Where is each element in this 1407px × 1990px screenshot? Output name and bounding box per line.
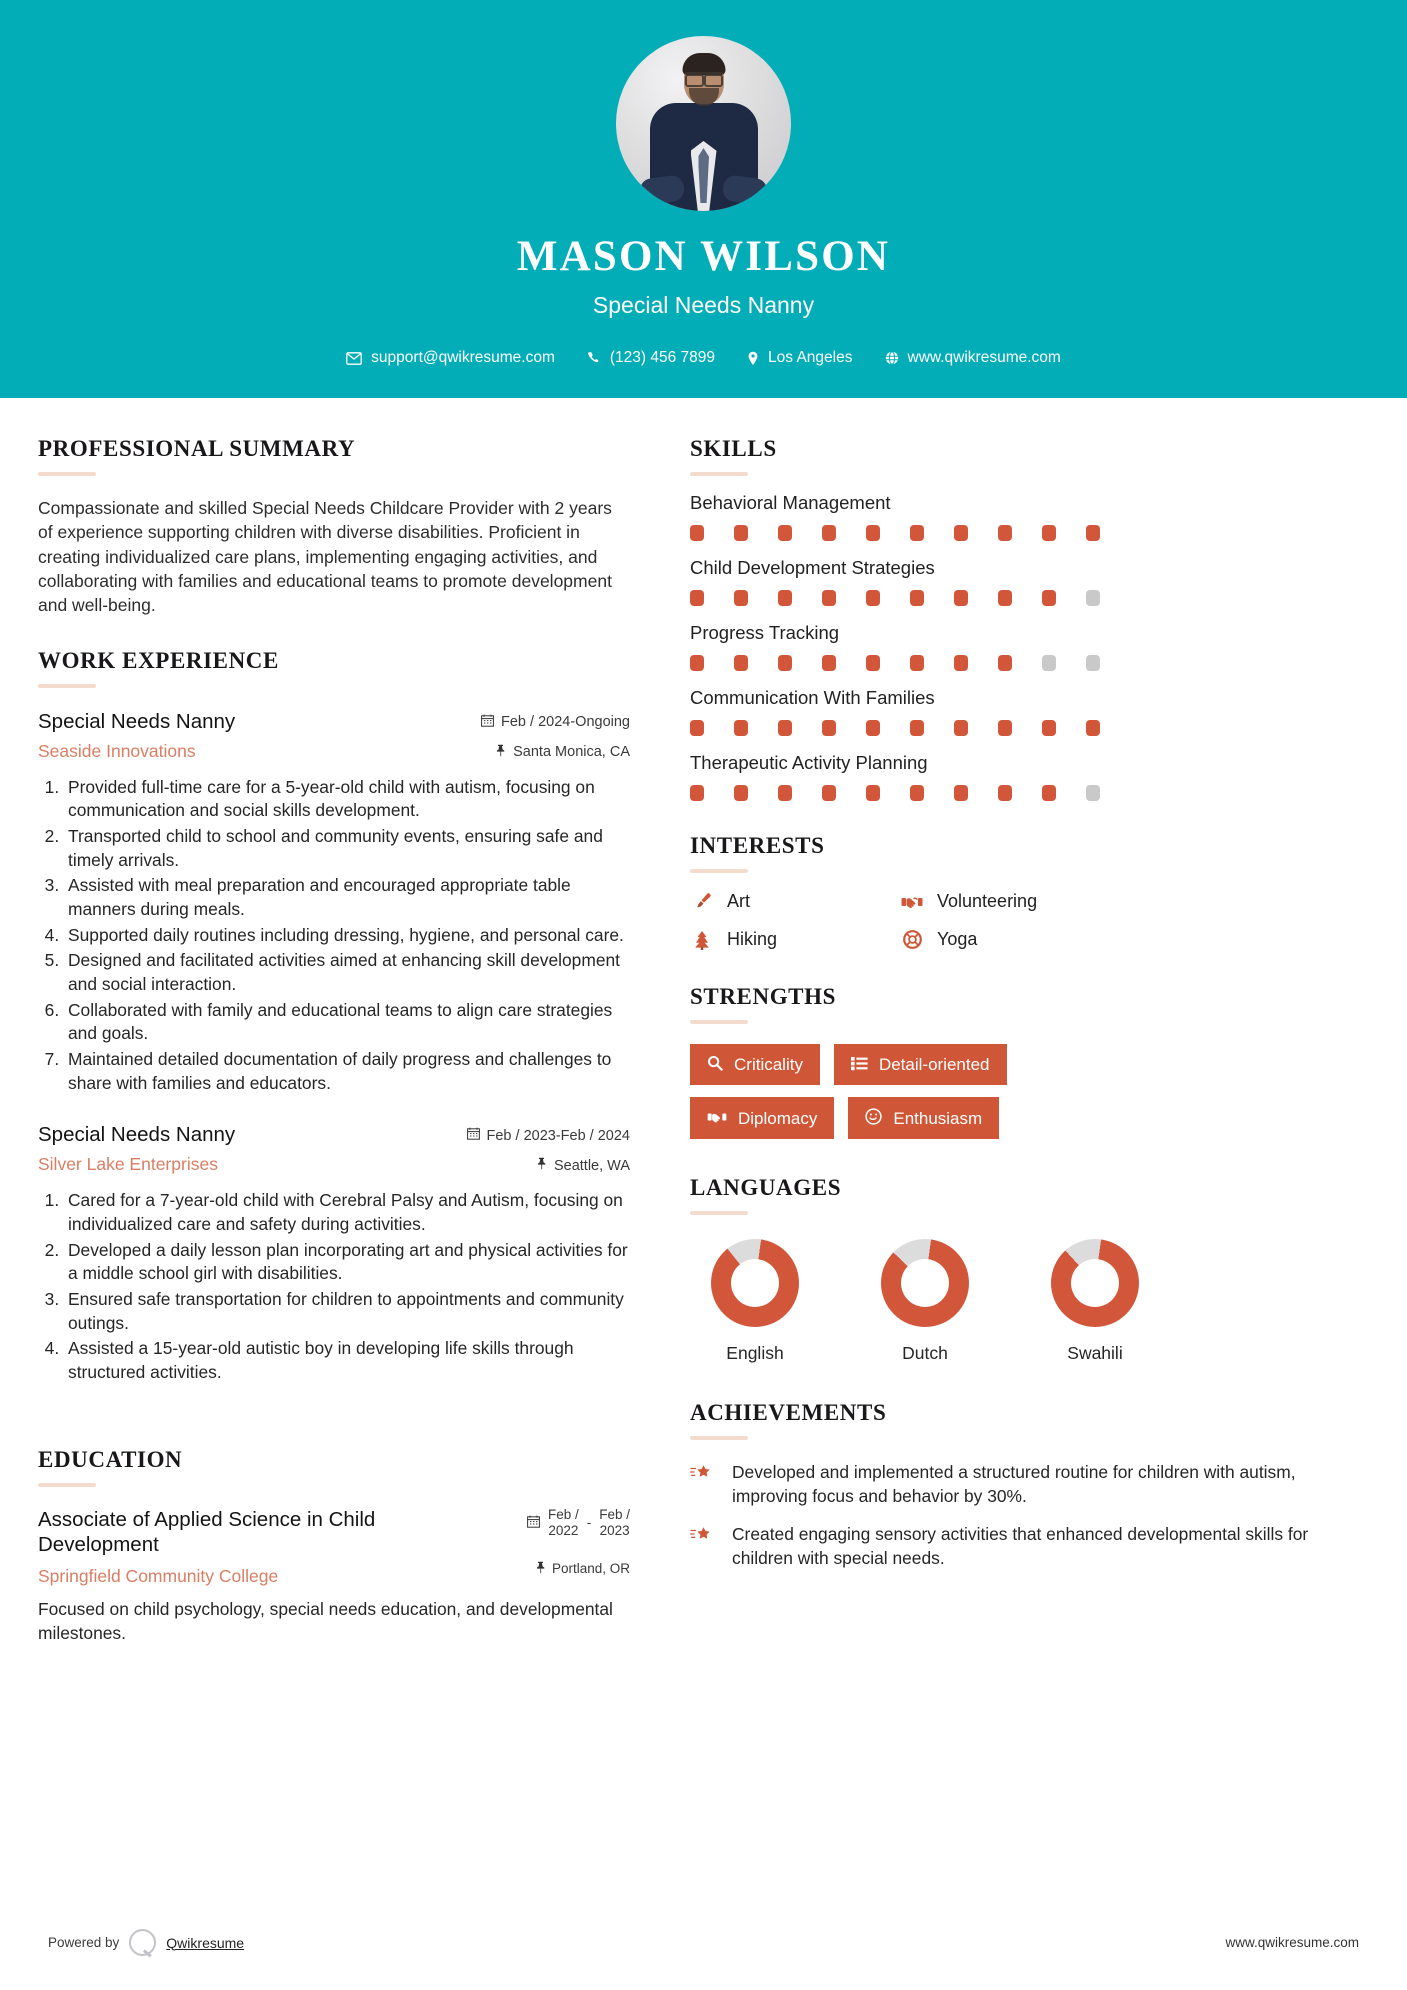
interest-item <box>900 929 1367 950</box>
pin-icon <box>495 744 506 761</box>
skill-rating <box>690 720 1367 736</box>
language-label: Dutch <box>902 1343 948 1363</box>
skill-label: Child Development Strategies <box>690 557 935 578</box>
skill-rating-dot <box>954 785 968 801</box>
skill-rating-dot <box>1086 785 1100 801</box>
lifebuoy-icon <box>900 930 924 949</box>
pin-icon <box>536 1157 547 1174</box>
footer-website[interactable]: www.qwikresume.com <box>1225 1935 1359 1950</box>
education-start-date <box>548 1507 579 1539</box>
avatar-glasses <box>685 72 723 81</box>
skill-rating-dot <box>998 590 1012 606</box>
skill-rating-dot <box>690 525 704 541</box>
skill-rating-dot <box>866 525 880 541</box>
job-bullet: 4. Assisted a 15-year-old autistic boy in developing life skills through structured activities. <box>64 1337 630 1384</box>
skills-list <box>690 492 1367 801</box>
education-end-month: Feb / <box>599 1506 630 1522</box>
section-heading-skills: SKILLS <box>690 436 777 461</box>
skill-rating-dot <box>866 655 880 671</box>
skill-rating-dot <box>1042 525 1056 541</box>
map-pin-icon <box>747 351 759 366</box>
phone-icon <box>587 351 601 365</box>
education-end-year: 2023 <box>599 1522 630 1538</box>
skill-rating-dot <box>1086 720 1100 736</box>
interest-label: Yoga <box>937 929 978 949</box>
skill-rating <box>690 785 1367 801</box>
skill-rating <box>690 655 1367 671</box>
job-bullets <box>38 1189 630 1384</box>
skill-rating-dot <box>998 655 1012 671</box>
strength-label: Diplomacy <box>738 1108 818 1128</box>
skill-rating-dot <box>734 720 748 736</box>
handshake-icon <box>707 1109 727 1128</box>
job-company: Seaside Innovations <box>38 740 196 761</box>
section-heading-education: EDUCATION <box>38 1446 183 1472</box>
donut-hole <box>901 1259 949 1307</box>
skill-rating-dot <box>954 525 968 541</box>
skill-rating-dot <box>734 525 748 541</box>
work-entry <box>38 1123 630 1384</box>
job-bullets <box>38 776 630 1096</box>
skill-rating-dot <box>1042 720 1056 736</box>
shooting-star-icon <box>690 1460 716 1508</box>
qwikresume-brand-link[interactable]: Qwikresume <box>166 1934 245 1951</box>
smile-icon <box>865 1108 882 1128</box>
job-bullet: 7. Maintained detailed documentation of daily progress and challenges to share with families and educators. <box>64 1048 630 1095</box>
interest-item <box>900 891 1367 912</box>
interest-item <box>690 891 900 912</box>
section-heading-summary: PROFESSIONAL SUMMARY <box>38 436 356 461</box>
donut-hole <box>1071 1259 1119 1307</box>
section-rule <box>38 472 96 476</box>
job-company: Silver Lake Enterprises <box>38 1154 218 1175</box>
education-end-date <box>599 1507 630 1539</box>
skill-rating-dot <box>1086 590 1100 606</box>
section-rule <box>690 1436 748 1440</box>
strength-label: Enthusiasm <box>893 1108 983 1128</box>
skill-label: Communication With Families <box>690 687 935 708</box>
skill-label: Therapeutic Activity Planning <box>690 752 928 773</box>
skill-item <box>690 557 1367 606</box>
work-entry <box>38 710 630 1096</box>
contact-phone-text: (123) 456 7899 <box>609 349 716 366</box>
language-item <box>1040 1239 1150 1364</box>
skill-rating-dot <box>998 525 1012 541</box>
job-title: Special Needs Nanny <box>38 1123 236 1147</box>
skill-rating-dot <box>822 785 836 801</box>
section-heading-achievements: ACHIEVEMENTS <box>690 1400 887 1425</box>
skill-rating-dot <box>1086 525 1100 541</box>
skill-rating-dot <box>822 525 836 541</box>
skill-rating-dot <box>1042 590 1056 606</box>
skill-rating-dot <box>778 655 792 671</box>
calendar-icon <box>481 714 494 731</box>
skill-label: Progress Tracking <box>690 622 840 643</box>
language-label: Swahili <box>1067 1343 1123 1363</box>
skill-rating-dot <box>734 655 748 671</box>
skill-rating-dot <box>690 655 704 671</box>
skill-rating <box>690 525 1367 541</box>
job-location: Santa Monica, CA <box>513 744 630 761</box>
job-bullet: 2. Transported child to school and community events, ensuring safe and timely arrivals. <box>64 825 630 872</box>
skill-rating-dot <box>954 655 968 671</box>
strength-chip-enthusiasm[interactable] <box>848 1097 999 1139</box>
section-rule <box>690 869 748 873</box>
interest-item <box>690 929 900 950</box>
calendar-icon <box>467 1127 480 1144</box>
strength-label: Detail-oriented <box>878 1055 990 1074</box>
skill-rating-dot <box>1042 655 1056 671</box>
job-bullet: 4. Supported daily routines including dressing, hygiene, and personal care. <box>64 924 630 948</box>
achievement-item <box>690 1522 1367 1570</box>
tree-icon <box>690 930 714 950</box>
skill-rating <box>690 590 1367 606</box>
search-icon <box>707 1055 723 1074</box>
skill-rating-dot <box>778 590 792 606</box>
job-bullet: 3. Ensured safe transportation for children to appointments and community outings. <box>64 1288 630 1335</box>
skill-item <box>690 752 1367 801</box>
contact-phone[interactable] <box>571 349 731 367</box>
section-rule <box>690 472 748 476</box>
skill-rating-dot <box>910 655 924 671</box>
skill-rating-dot <box>778 525 792 541</box>
skill-rating-dot <box>822 720 836 736</box>
skill-rating-dot <box>910 785 924 801</box>
contact-email-text: support@qwikresume.com <box>371 349 555 366</box>
contact-location[interactable] <box>731 349 868 367</box>
section-rule <box>38 1483 96 1487</box>
achievement-text: Developed and implemented a structured routine for children with autism, improving focus and behavior by 30%. <box>732 1462 1296 1507</box>
skill-rating-dot <box>866 785 880 801</box>
job-dates: Feb / 2023-Feb / 2024 <box>486 1127 630 1144</box>
handshake-icon <box>900 893 924 911</box>
section-heading-interests: INTERESTS <box>690 833 825 858</box>
education-start-month: Feb / <box>547 1506 579 1522</box>
section-heading-languages: LANGUAGES <box>690 1175 842 1200</box>
job-bullet: 5. Designed and facilitated activities aimed at enhancing skill development and social interaction. <box>64 949 630 996</box>
skill-item <box>690 622 1367 671</box>
paintbrush-icon <box>690 892 714 911</box>
job-bullet: 3. Assisted with meal preparation and encouraged appropriate table manners during meals. <box>64 874 630 921</box>
skill-rating-dot <box>866 590 880 606</box>
interest-label: Art <box>727 891 751 911</box>
job-bullet: 6. Collaborated with family and educational teams to align care strategies and goals. <box>64 999 630 1046</box>
skill-rating-dot <box>998 720 1012 736</box>
page-title: MASON WILSON <box>516 233 891 280</box>
qwikresume-logo-icon <box>129 1929 156 1956</box>
contact-bar <box>330 349 1077 367</box>
resume-body <box>0 398 1407 1645</box>
education-degree: Associate of Applied Science in Child Development <box>38 1507 376 1557</box>
skill-rating-dot <box>734 785 748 801</box>
skill-rating-dot <box>910 720 924 736</box>
right-column <box>660 398 1407 1645</box>
page-footer <box>0 1929 1407 1956</box>
contact-website-text: www.qwikresume.com <box>907 349 1061 366</box>
section-rule <box>690 1211 748 1215</box>
job-location: Seattle, WA <box>553 1157 630 1174</box>
interest-label: Volunteering <box>937 891 1038 911</box>
languages-list <box>690 1239 1367 1364</box>
skill-rating-dot <box>1086 655 1100 671</box>
skill-rating-dot <box>822 655 836 671</box>
skill-rating-dot <box>690 785 704 801</box>
job-title: Special Needs Nanny <box>38 709 236 733</box>
list-icon <box>851 1056 868 1074</box>
summary-text: Compassionate and skilled Special Needs Childcare Provider with 2 years of experience supporting children with diverse disabilities. Proficient in creating individualized care plans, implementing engaging activities, and collaborating with families and educational teams to promote development and well-being. <box>38 498 612 616</box>
achievement-item <box>690 1460 1367 1508</box>
language-item <box>700 1239 810 1364</box>
interest-label: Hiking <box>727 929 778 949</box>
shooting-star-icon <box>690 1522 716 1570</box>
education-start-year: 2022 <box>548 1522 579 1538</box>
skill-rating-dot <box>690 720 704 736</box>
powered-by-label: Powered by <box>48 1935 120 1950</box>
language-donut-chart <box>881 1239 969 1327</box>
skill-label: Behavioral Management <box>690 492 891 513</box>
education-school: Springfield Community College <box>38 1565 279 1586</box>
calendar-icon <box>527 1515 540 1531</box>
section-heading-work: WORK EXPERIENCE <box>38 647 279 673</box>
language-donut-chart <box>711 1239 799 1327</box>
strength-chip-criticality[interactable] <box>690 1044 820 1085</box>
skill-rating-dot <box>998 785 1012 801</box>
skill-rating-dot <box>1042 785 1056 801</box>
skill-rating-dot <box>866 720 880 736</box>
section-rule <box>690 1020 748 1024</box>
avatar <box>616 36 791 211</box>
date-separator: - <box>586 1515 592 1531</box>
skill-rating-dot <box>690 590 704 606</box>
contact-website[interactable] <box>869 349 1077 367</box>
section-rule <box>38 684 96 688</box>
skill-rating-dot <box>734 590 748 606</box>
skill-item <box>690 687 1367 736</box>
skill-rating-dot <box>910 590 924 606</box>
strengths-list <box>690 1044 1120 1139</box>
skill-rating-dot <box>778 785 792 801</box>
achievements-list <box>690 1460 1367 1570</box>
job-bullet: 2. Developed a daily lesson plan incorporating art and physical activities for a middle school girl with disabilities. <box>64 1239 630 1286</box>
envelope-icon <box>346 352 362 365</box>
language-label: English <box>726 1343 784 1363</box>
strength-chip-diplomacy[interactable] <box>690 1097 834 1139</box>
contact-location-text: Los Angeles <box>768 349 853 366</box>
globe-icon <box>885 351 899 365</box>
donut-hole <box>731 1259 779 1307</box>
skill-rating-dot <box>954 720 968 736</box>
education-description: Focused on child psychology, special needs education, and developmental milestones. <box>38 1598 613 1643</box>
interests-list <box>690 891 1367 950</box>
section-heading-strengths: STRENGTHS <box>690 984 837 1009</box>
skill-rating-dot <box>910 525 924 541</box>
footer-brand <box>48 1929 244 1956</box>
language-donut-chart <box>1051 1239 1139 1327</box>
contact-email[interactable] <box>330 349 571 367</box>
language-item <box>870 1239 980 1364</box>
pin-icon <box>535 1561 546 1577</box>
job-bullet: 1. Provided full-time care for a 5-year-old child with autism, focusing on communication and social skills development. <box>64 776 630 823</box>
strength-chip-detail-oriented[interactable] <box>834 1044 1007 1085</box>
resume-header <box>0 0 1407 398</box>
job-role-subtitle: Special Needs Nanny <box>592 292 815 318</box>
skill-rating-dot <box>822 590 836 606</box>
job-dates: Feb / 2024-Ongoing <box>501 714 630 731</box>
education-location: Portland, OR <box>551 1561 630 1577</box>
left-column <box>0 398 660 1645</box>
strength-label: Criticality <box>734 1055 803 1074</box>
skill-item <box>690 492 1367 541</box>
skill-rating-dot <box>954 590 968 606</box>
education-entry <box>38 1507 630 1645</box>
achievement-text: Created engaging sensory activities that enhanced developmental skills for children with special needs. <box>732 1524 1309 1569</box>
skill-rating-dot <box>778 720 792 736</box>
job-bullet: 1. Cared for a 7-year-old child with Cerebral Palsy and Autism, focusing on individualized care and safety during activities. <box>64 1189 630 1236</box>
